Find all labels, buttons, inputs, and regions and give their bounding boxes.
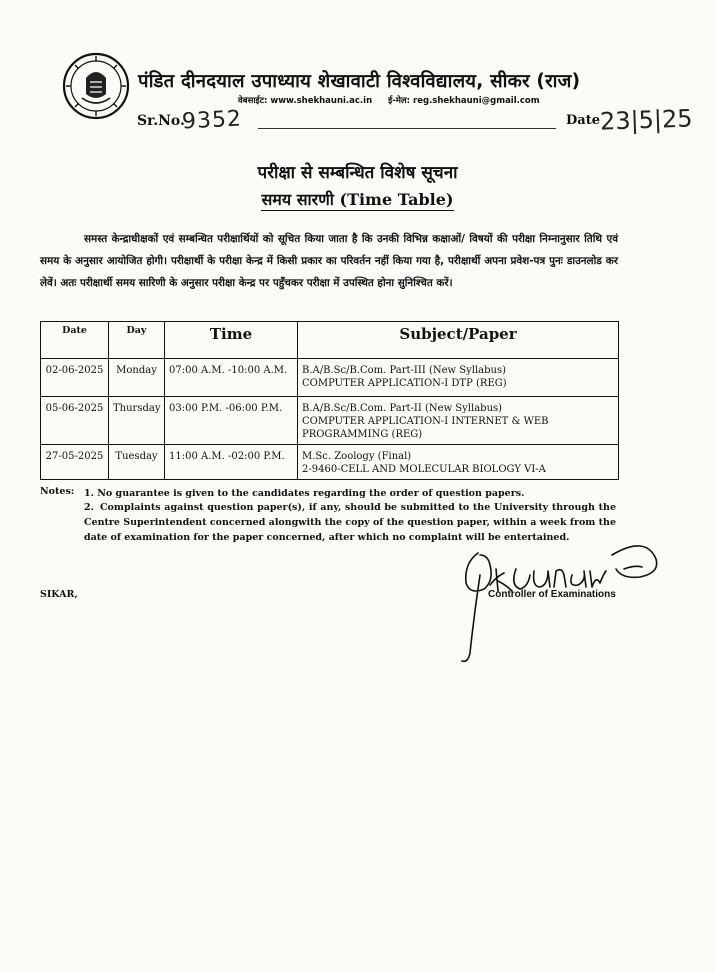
serial-number-label: Sr.No.	[137, 113, 185, 129]
table-row	[41, 445, 619, 480]
row-date: 05-06-2025	[41, 397, 109, 445]
subject-line: COMPUTER APPLICATION-I DTP (REG)	[302, 378, 507, 389]
timetable-title-text: समय सारणी (Time Table)	[261, 190, 454, 209]
university-logo	[62, 52, 130, 120]
date-value: 23|5|25	[599, 104, 693, 136]
date-label: Date	[566, 113, 600, 128]
place-text: SIKAR,	[40, 589, 78, 600]
header-subject: Subject/Paper	[298, 322, 619, 359]
note-1: 1. No guarantee is given to the candidates regarding the order of question papers.	[84, 488, 525, 499]
note-2-number: 2.	[84, 502, 94, 513]
row-day: Monday	[109, 359, 165, 397]
row-time: 11:00 A.M. -02:00 P.M.	[165, 445, 298, 480]
subject-line: B.A/B.Sc/B.Com. Part-II (New Syllabus)	[302, 403, 503, 414]
website-text: वेबसाईट: www.shekhauni.ac.in	[238, 96, 373, 106]
row-date: 02-06-2025	[41, 359, 109, 397]
row-subject	[298, 397, 619, 445]
university-name: पंडित दीनदयाल उपाध्याय शेखावाटी विश्वविद्यालय, सीकर (राज)	[138, 71, 581, 92]
table-header-row	[41, 322, 619, 359]
row-day: Tuesday	[109, 445, 165, 480]
notes-label: Notes:	[40, 486, 75, 497]
row-date: 27-05-2025	[41, 445, 109, 480]
subject-line: B.A/B.Sc/B.Com. Part-III (New Syllabus)	[302, 365, 506, 376]
row-day: Thursday	[109, 397, 165, 445]
note-2-text: Complaints against question paper(s), if any, should be submitted to the University through the Centre Superintendent concerned alongwith the copy of the question paper, within a week from the date of examination for the paper concerned, after which no complaint will be entertained.	[84, 502, 616, 543]
header-date: Date	[41, 322, 109, 359]
subject-line: M.Sc. Zoology (Final)	[302, 451, 412, 462]
subject-line: COMPUTER APPLICATION-I INTERNET & WEB	[302, 416, 549, 427]
header-day: Day	[109, 322, 165, 359]
serial-number-value: 9352	[181, 106, 243, 135]
notice-paragraph: समस्त केन्द्राधीक्षकों एवं सम्बन्धित परीक्षार्थियों को सूचित किया जाता है कि उनकी विभिन्न कक्षाओं/ विषयों की परीक्षा निम्नानुसार तिथि एवं समय के अनुसार आयोजित होगी। परीक्षार्थी के परीक्षा केन्द्र में किसी प्रकार का परिवर्तन नहीं किया गया है, परीक्षार्थी अपना प्रवेश-पत्र पुनः डाउनलोड कर लेवें। अतः परीक्षार्थी समय सारिणी के अनुसार परीक्षा केन्द्र पर पहुँचकर परीक्षा में उपस्थित होना सुनिश्चित करें।	[40, 233, 618, 289]
email-text: ई-मेल: reg.shekhauni@gmail.com	[388, 96, 540, 106]
header-time: Time	[165, 322, 298, 359]
notice-title: परीक्षा से सम्बन्धित विशेष सूचना	[257, 163, 458, 183]
timetable	[40, 321, 619, 480]
timetable-title	[0, 188, 715, 210]
table-row	[41, 397, 619, 445]
contact-line	[238, 95, 540, 106]
subject-line: PROGRAMMING (REG)	[302, 429, 423, 440]
subject-line: 2-9460-CELL AND MOLECULAR BIOLOGY VI-A	[302, 464, 546, 475]
designation-text: Controller of Examinations	[488, 589, 616, 600]
table-row	[41, 359, 619, 397]
row-subject	[298, 359, 619, 397]
header-divider	[258, 128, 556, 129]
row-time: 07:00 A.M. -10:00 A.M.	[165, 359, 298, 397]
row-subject	[298, 445, 619, 480]
row-time: 03:00 P.M. -06:00 P.M.	[165, 397, 298, 445]
